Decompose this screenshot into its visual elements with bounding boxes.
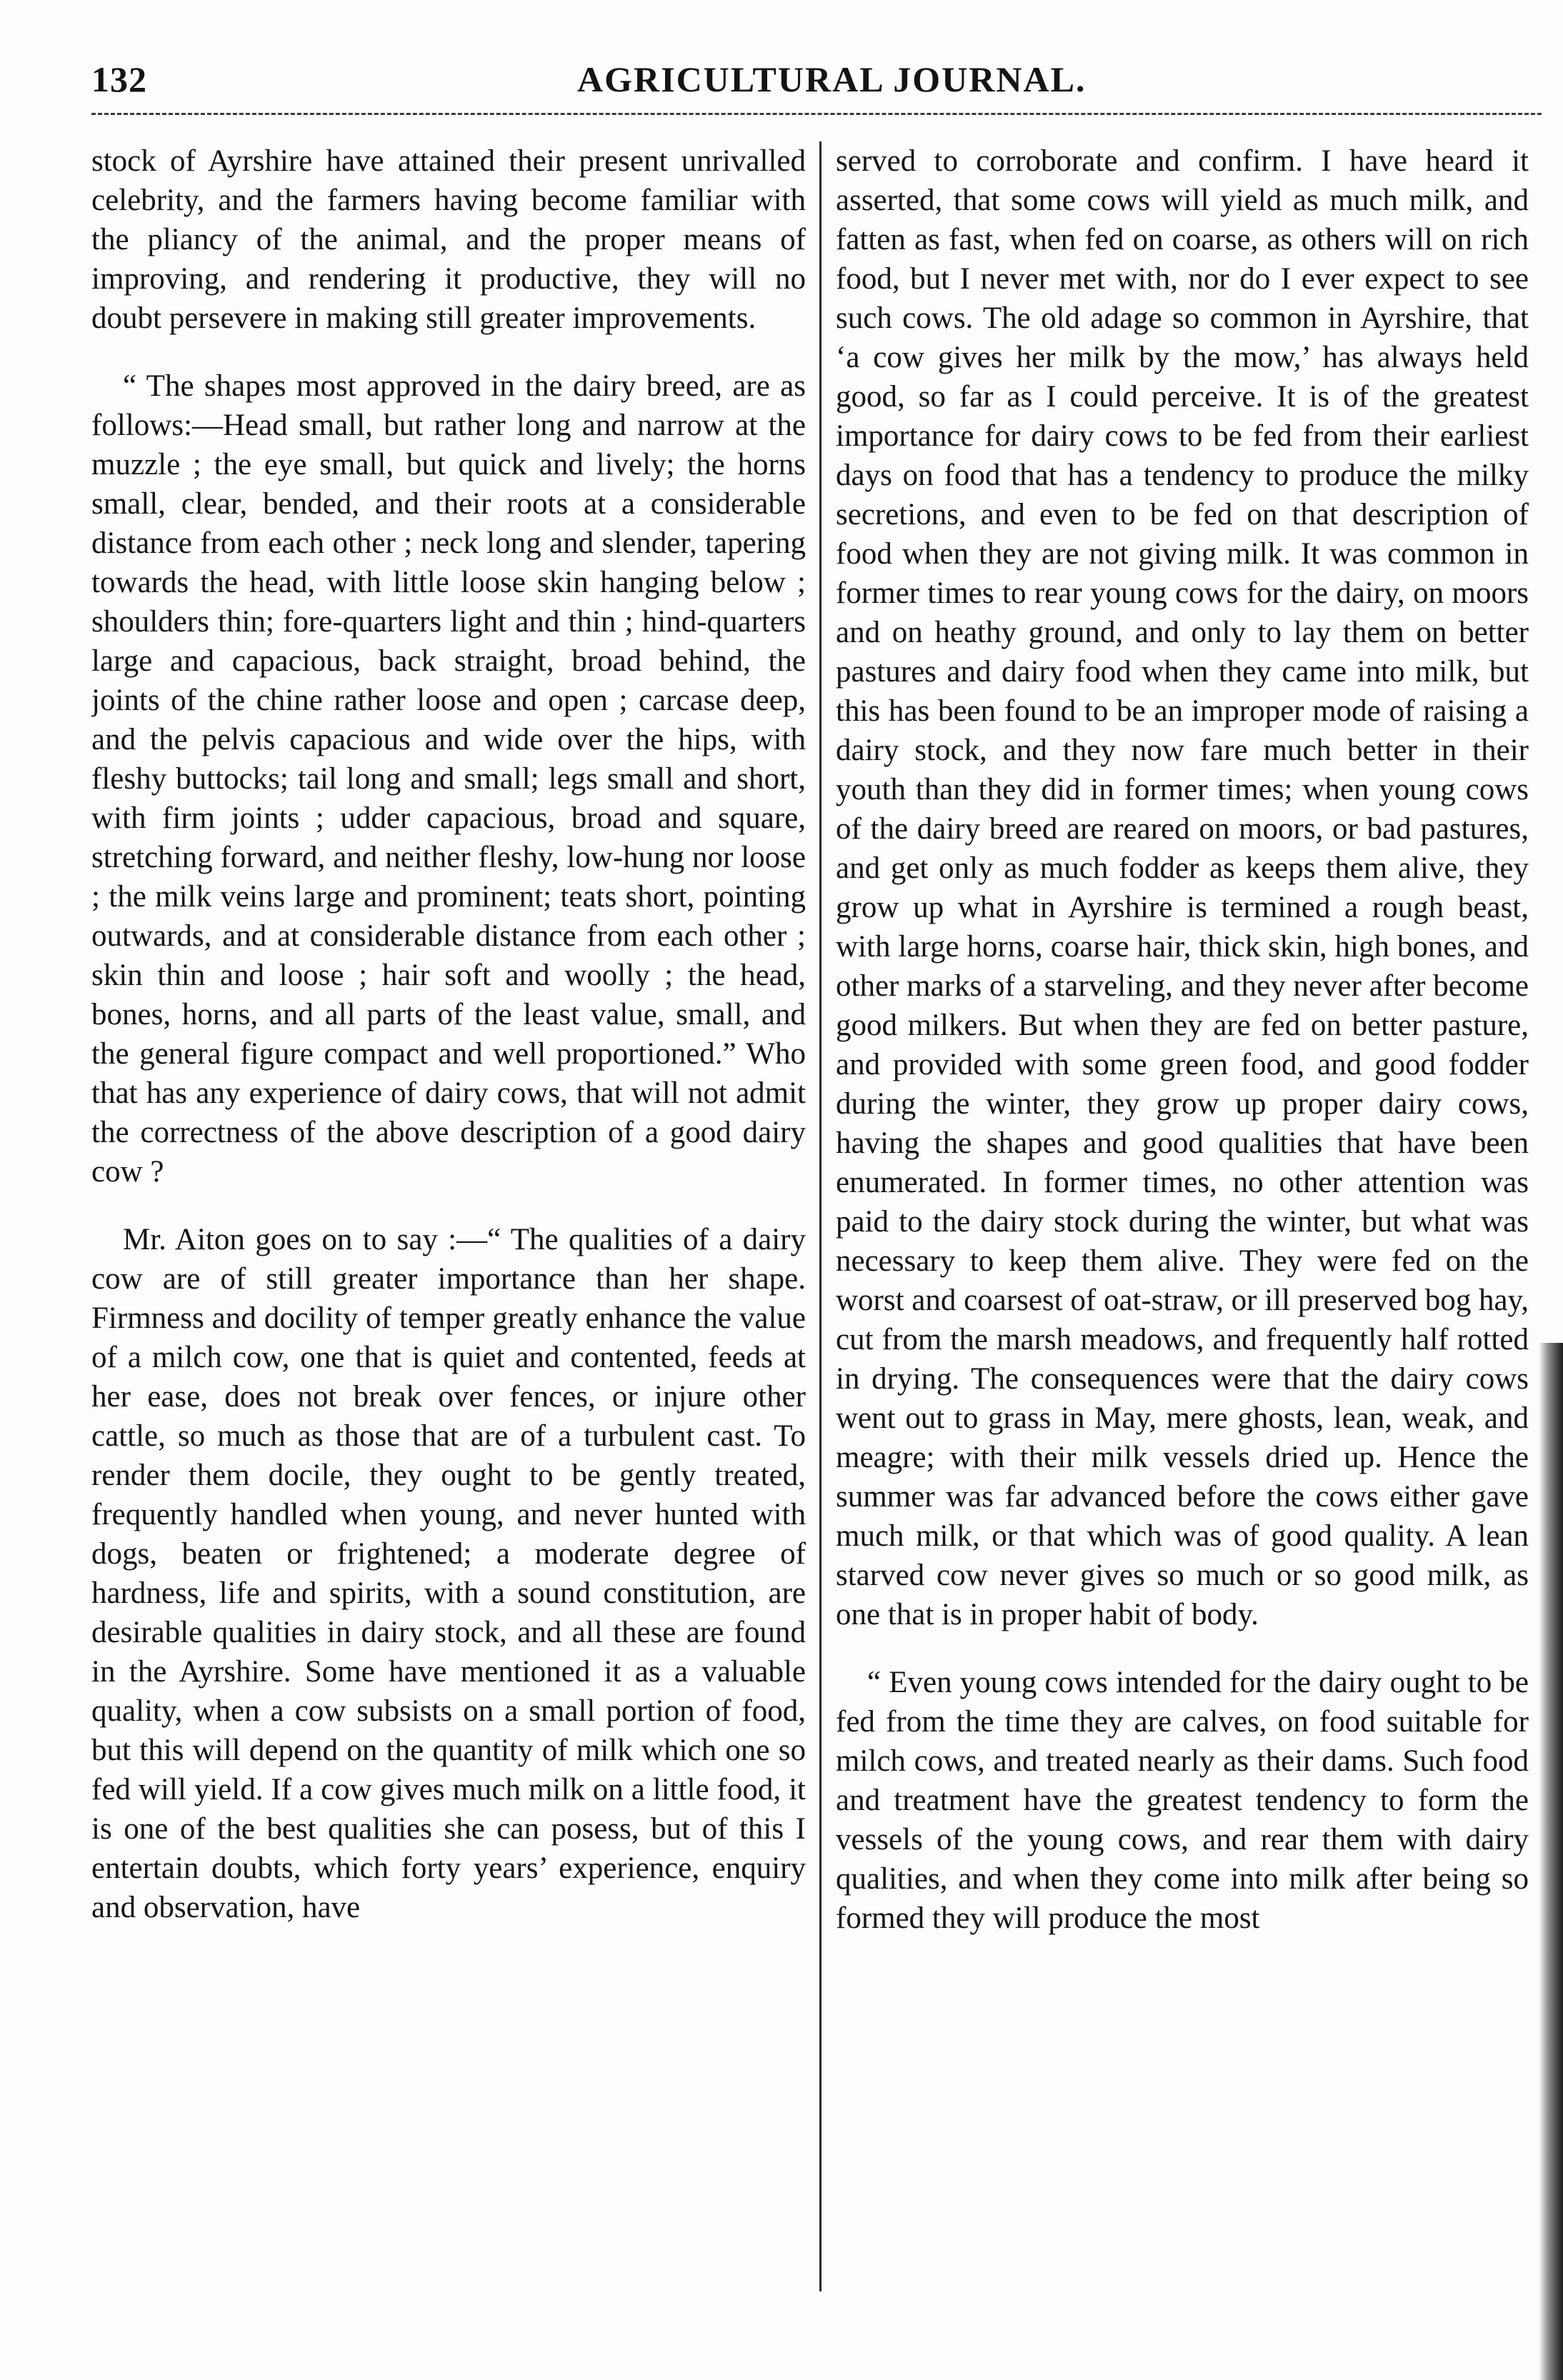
running-head: AGRICULTURAL JOURNAL. bbox=[577, 59, 1087, 99]
left-column bbox=[91, 141, 806, 2291]
page-edge-shadow bbox=[1539, 1343, 1563, 2380]
paragraph: Mr. Aiton goes on to say :—“ The qualities of a dairy cow are of still greater importance than her shape. Firmness and docility of temper greatly enhance the value of a milch cow, one that is quiet and contented, feeds at her ease, does not break over fences, or injure other cattle, so much as those that are of a turbulent cast. To render them docile, they ought to be gently treated, frequently handled when young, and never hunted with dogs, beaten or frightened; a moderate degree of hardness, life and spirits, with a sound constitution, are desirable qualities in dairy stock, and all these are found in the Ayrshire. Some have mentioned it as a valuable quality, when a cow subsists on a small portion of food, but this will depend on the quantity of milk which one so fed will yield. If a cow gives much milk on a little food, it is one of the best qualities she can posess, but of this I entertain doubts, which forty years’ experience, enquiry and observation, have bbox=[91, 1223, 806, 1924]
right-column bbox=[836, 141, 1529, 2291]
paragraph: “ Even young cows intended for the dairy ought to be fed from the time they are calves, on food suitable for milch cows, and treated nearly as their dams. Such food and treatment have the greatest tendency to form the vessels of the young cows, and rear them with dairy qualities, and when they come into milk after being so formed they will produce the most bbox=[836, 1666, 1529, 1935]
header-rule bbox=[91, 113, 1542, 115]
paragraph: “ The shapes most approved in the dairy breed, are as follows:—Head small, but rather long and narrow at the muzzle ; the eye small, but quick and lively; the horns small, clear, bended, and their roots at a considerable distance from each other ; neck long and slender, tapering towards the head, with little loose skin hanging below ; shoulders thin; fore-quarters light and thin ; hind-quarters large and capacious, back straight, broad behind, the joints of the chine rather loose and open ; carcase deep, and the pelvis capacious and wide over the hips, with fleshy buttocks; tail long and small; legs small and short, with firm joints ; udder capacious, broad and square, stretching forward, and neither fleshy, low-hung nor loose ; the milk veins large and prominent; teats short, pointing outwards, and at considerable distance from each other ; skin thin and loose ; hair soft and woolly ; the head, bones, horns, and all parts of the least value, small, and the general figure compact and well proportioned.” Who that has any experience of dairy cows, that will not admit the correctness of the above description of a good dairy cow ? bbox=[91, 369, 806, 1189]
page-number: 132 bbox=[91, 59, 147, 99]
paragraph: stock of Ayrshire have attained their present unrivalled celebrity, and the farmers having become familiar with the pliancy of the animal, and the proper means of improving, and rendering it productive, they will no doubt persevere in making still greater improvements. bbox=[91, 144, 806, 335]
paragraph: served to corroborate and confirm. I have heard it asserted, that some cows will yield as much milk, and fatten as fast, when fed on coarse, as others will on rich food, but I never met with, nor do I ever expect to see such cows. The old adage so common in Ayrshire, that ‘a cow gives her milk by the mow,’ has always held good, so far as I could perceive. It is of the greatest importance for dairy cows to be fed from their earliest days on food that has a tendency to produce the milky secretions, and even to be fed on that description of food when they are not giving milk. It was common in former times to rear young cows for the dairy, on moors and on heathy ground, and only to lay them on better pastures and dairy food when they came into milk, but this has been found to be an improper mode of raising a dairy stock, and they now fare much better in their youth than they did in former times; when young cows of the dairy breed are reared on moors, or bad pastures, and get only as much fodder as keeps them alive, they grow up what in Ayrshire is termined a rough beast, with large horns, coarse hair, thick skin, high bones, and other marks of a starveling, and they never after become good milkers. But when they are fed on better pasture, and provided with some green food, and good fodder during the winter, they grow up proper dairy cows, having the shapes and good qualities that have been enumerated. In former times, no other attention was paid to the dairy stock during the winter, but what was necessary to keep them alive. They were fed on the worst and coarsest of oat-straw, or ill preserved bog hay, cut from the marsh meadows, and frequently half rotted in drying. The consequences were that the dairy cows went out to grass in May, mere ghosts, lean, weak, and meagre; with their milk vessels dried up. Hence the summer was far advanced before the cows either gave much milk, or that which was of good quality. A lean starved cow never gives so much or so good milk, as one that is in proper habit of body. bbox=[836, 144, 1529, 1631]
page-header bbox=[91, 59, 1542, 109]
column-divider bbox=[819, 141, 822, 2291]
